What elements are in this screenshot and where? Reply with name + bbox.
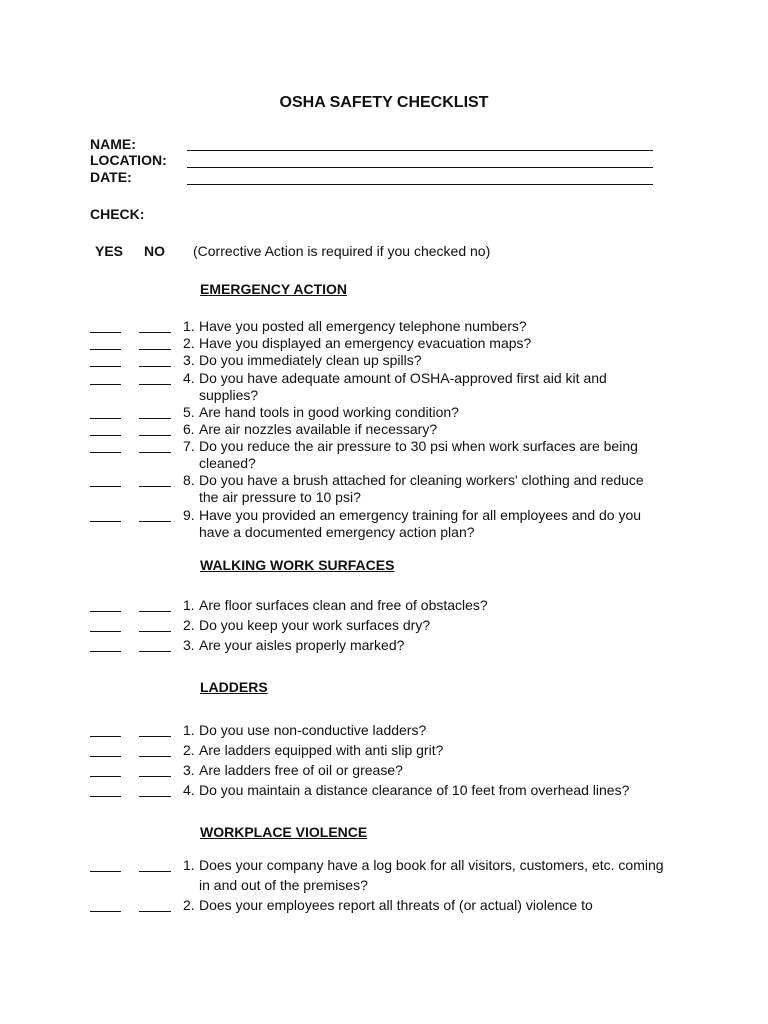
question-number: 8. bbox=[183, 472, 195, 488]
name-label: NAME: bbox=[90, 136, 136, 152]
question-line: Do you keep your work surfaces dry? bbox=[199, 617, 431, 633]
question-number: 1. bbox=[183, 857, 195, 873]
date-line bbox=[187, 184, 653, 185]
no-column-header: NO bbox=[144, 243, 165, 259]
question-line: have a documented emergency action plan? bbox=[199, 524, 475, 540]
yes-blank[interactable] bbox=[90, 796, 121, 797]
question-number: 5. bbox=[183, 404, 195, 420]
question-line: cleaned? bbox=[199, 455, 256, 471]
question-number: 2. bbox=[183, 742, 195, 758]
no-blank[interactable] bbox=[139, 384, 171, 385]
question-number: 2. bbox=[183, 335, 195, 351]
yes-blank[interactable] bbox=[90, 776, 121, 777]
question-text bbox=[199, 507, 679, 541]
question-number: 7. bbox=[183, 438, 195, 454]
no-blank[interactable] bbox=[139, 349, 171, 350]
question-line: in and out of the premises? bbox=[199, 877, 368, 893]
question-line: Do you have a brush attached for cleaning workers' clothing and reduce bbox=[199, 472, 644, 488]
no-blank[interactable] bbox=[139, 452, 171, 453]
question-line: Are air nozzles available if necessary? bbox=[199, 421, 438, 437]
yes-blank[interactable] bbox=[90, 486, 121, 487]
location-line bbox=[187, 167, 653, 168]
question-text bbox=[199, 597, 679, 614]
question-number: 1. bbox=[183, 318, 195, 334]
yes-blank[interactable] bbox=[90, 418, 121, 419]
no-blank[interactable] bbox=[139, 871, 171, 872]
question-line: Have you provided an emergency training for all employees and do you bbox=[199, 507, 642, 523]
question-number: 2. bbox=[183, 897, 195, 913]
yes-blank[interactable] bbox=[90, 521, 121, 522]
yes-blank[interactable] bbox=[90, 452, 121, 453]
question-number: 1. bbox=[183, 722, 195, 738]
question-text bbox=[199, 318, 679, 335]
question-text bbox=[199, 637, 679, 654]
question-line: Are floor surfaces clean and free of obstacles? bbox=[199, 597, 488, 613]
yes-blank[interactable] bbox=[90, 871, 121, 872]
yes-blank[interactable] bbox=[90, 435, 121, 436]
date-label: DATE: bbox=[90, 169, 132, 185]
question-text bbox=[199, 438, 679, 472]
question-text bbox=[199, 762, 679, 779]
check-label: CHECK: bbox=[90, 206, 145, 222]
question-line: the air pressure to 10 psi? bbox=[199, 489, 361, 505]
yes-blank[interactable] bbox=[90, 366, 121, 367]
yes-blank[interactable] bbox=[90, 349, 121, 350]
no-blank[interactable] bbox=[139, 486, 171, 487]
question-number: 6. bbox=[183, 421, 195, 437]
location-label: LOCATION: bbox=[90, 152, 167, 168]
no-blank[interactable] bbox=[139, 521, 171, 522]
section-heading-emergency-action: EMERGENCY ACTION bbox=[200, 281, 348, 297]
yes-blank[interactable] bbox=[90, 911, 121, 912]
section-heading-walking-work-surfaces: WALKING WORK SURFACES bbox=[200, 557, 395, 573]
question-line: supplies? bbox=[199, 387, 259, 403]
question-text bbox=[199, 352, 679, 369]
yes-blank[interactable] bbox=[90, 736, 121, 737]
no-blank[interactable] bbox=[139, 756, 171, 757]
question-text bbox=[199, 782, 679, 799]
section-heading-ladders: LADDERS bbox=[200, 679, 268, 695]
question-line: Are your aisles properly marked? bbox=[199, 637, 405, 653]
yes-blank[interactable] bbox=[90, 611, 121, 612]
question-number: 4. bbox=[183, 370, 195, 386]
question-number: 3. bbox=[183, 637, 195, 653]
no-blank[interactable] bbox=[139, 651, 171, 652]
question-text bbox=[199, 421, 679, 438]
yes-blank[interactable] bbox=[90, 384, 121, 385]
no-blank[interactable] bbox=[139, 631, 171, 632]
yes-blank[interactable] bbox=[90, 756, 121, 757]
question-number: 3. bbox=[183, 352, 195, 368]
no-blank[interactable] bbox=[139, 366, 171, 367]
question-text bbox=[199, 370, 679, 404]
question-text bbox=[199, 742, 679, 759]
question-line: Does your employees report all threats of (or actual) violence to bbox=[199, 897, 593, 913]
question-line: Do you maintain a distance clearance of 10 feet from overhead lines? bbox=[199, 782, 630, 798]
question-number: 3. bbox=[183, 762, 195, 778]
question-line: Do you have adequate amount of OSHA-approved first aid kit and bbox=[199, 370, 607, 386]
question-line: Do you immediately clean up spills? bbox=[199, 352, 422, 368]
question-line: Are ladders free of oil or grease? bbox=[199, 762, 403, 778]
no-blank[interactable] bbox=[139, 435, 171, 436]
question-line: Have you displayed an emergency evacuation maps? bbox=[199, 335, 532, 351]
no-blank[interactable] bbox=[139, 611, 171, 612]
question-text bbox=[199, 472, 679, 506]
no-blank[interactable] bbox=[139, 796, 171, 797]
yes-column-header: YES bbox=[95, 243, 124, 259]
question-number: 2. bbox=[183, 617, 195, 633]
no-blank[interactable] bbox=[139, 332, 171, 333]
yes-blank[interactable] bbox=[90, 631, 121, 632]
name-line bbox=[187, 150, 653, 151]
question-text bbox=[199, 857, 679, 894]
question-number: 9. bbox=[183, 507, 195, 523]
yes-blank[interactable] bbox=[90, 332, 121, 333]
question-line: Have you posted all emergency telephone numbers? bbox=[199, 318, 527, 334]
question-line: Are hand tools in good working condition? bbox=[199, 404, 459, 420]
no-blank[interactable] bbox=[139, 911, 171, 912]
corrective-action-note: (Corrective Action is required if you checked no) bbox=[193, 243, 491, 259]
no-blank[interactable] bbox=[139, 736, 171, 737]
no-blank[interactable] bbox=[139, 418, 171, 419]
question-text bbox=[199, 617, 679, 634]
yes-blank[interactable] bbox=[90, 651, 121, 652]
question-text bbox=[199, 722, 679, 739]
question-number: 4. bbox=[183, 782, 195, 798]
question-line: Do you reduce the air pressure to 30 psi when work surfaces are being bbox=[199, 438, 638, 454]
no-blank[interactable] bbox=[139, 776, 171, 777]
question-number: 1. bbox=[183, 597, 195, 613]
page-title: OSHA SAFETY CHECKLIST bbox=[279, 94, 489, 111]
question-text bbox=[199, 404, 679, 421]
question-line: Are ladders equipped with anti slip grit? bbox=[199, 742, 444, 758]
question-text bbox=[199, 897, 679, 914]
question-line: Do you use non-conductive ladders? bbox=[199, 722, 427, 738]
question-line: Does your company have a log book for all visitors, customers, etc. coming bbox=[199, 857, 664, 873]
question-text bbox=[199, 335, 679, 352]
section-heading-workplace-violence: WORKPLACE VIOLENCE bbox=[200, 824, 368, 840]
